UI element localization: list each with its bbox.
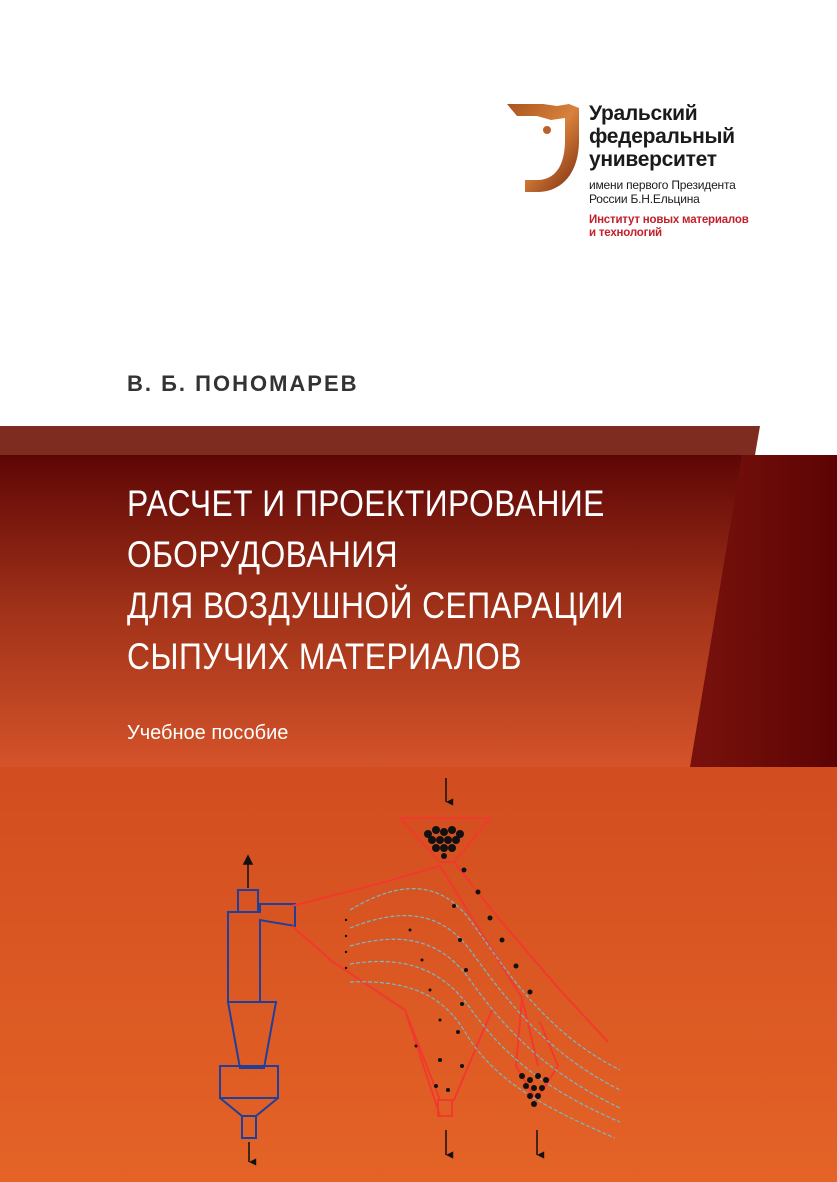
- separator-housing: [292, 818, 608, 1116]
- title-line-2: ОБОРУДОВАНИЯ: [127, 534, 399, 575]
- top-band: [0, 426, 760, 455]
- institute-line-2: и технологий: [589, 227, 662, 239]
- university-name-line-2: федеральный: [589, 125, 735, 148]
- university-logo: [503, 100, 823, 250]
- institute-line-1: Институт новых материалов: [589, 214, 749, 226]
- university-name-line-3: университет: [589, 148, 717, 171]
- book-title: [127, 478, 727, 682]
- author-name: В. Б. ПОНОМАРЕВ: [127, 371, 359, 396]
- university-name-line-1: Уральский: [589, 102, 698, 125]
- book-subtitle: Учебное пособие: [127, 722, 289, 744]
- cyclone-drawing: [220, 890, 295, 1138]
- named-after-line-2: России Б.Н.Ельцина: [589, 192, 700, 206]
- title-line-1: РАСЧЕТ И ПРОЕКТИРОВАНИЕ: [127, 483, 605, 524]
- air-flow-lines: [350, 889, 620, 1138]
- flow-arrows: [244, 778, 537, 1162]
- named-after-line-1: имени первого Президента: [589, 178, 736, 192]
- ural-federal-university-emblem: [503, 100, 583, 196]
- title-line-4: СЫПУЧИХ МАТЕРИАЛОВ: [127, 636, 522, 677]
- title-line-3: ДЛЯ ВОЗДУШНОЙ СЕПАРАЦИИ: [127, 585, 624, 626]
- air-separator-diagram: [200, 770, 630, 1170]
- particles: [345, 826, 549, 1107]
